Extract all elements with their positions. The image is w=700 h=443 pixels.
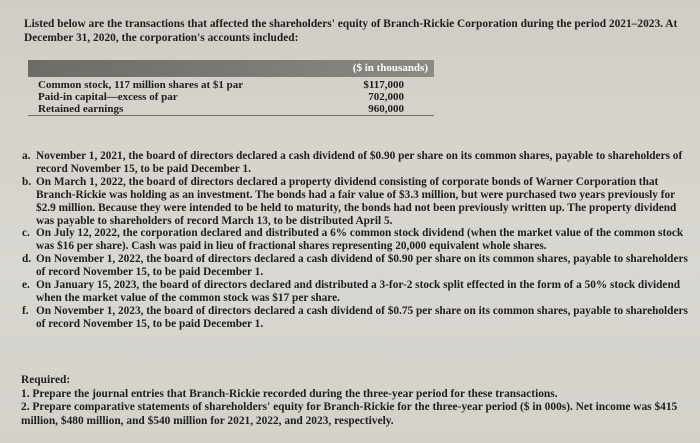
transaction-item [22,305,692,331]
account-row-common-stock [28,79,434,91]
account-name: Common stock, 117 million shares at $1 par [38,79,244,91]
account-amount: 960,000 [368,103,404,115]
account-amount: 702,000 [368,91,404,103]
required-heading: Required: [21,374,71,386]
transaction-item [22,253,692,279]
item-letter: c. [22,227,30,240]
account-row-paid-in-capital [28,91,434,103]
item-text: On July 12, 2022, the corporation declared and distributed a 6% common stock dividend (when the market value of the common stock was $16 per share). Cash was paid in lieu of fractional shares representing 20,000 equivalent whole shares. [36,227,684,253]
required-item: 1. Prepare the journal entries that Branch-Rickie recorded during the three-year period for these transactions. [21,387,558,400]
item-letter: f. [22,304,29,317]
account-amount: $117,000 [363,79,404,91]
item-text: On November 1, 2022, the board of directors declared a cash dividend of $0.90 per share on its common shares, payable to shareholders of record November 15, to be paid December 1. [36,253,688,279]
item-text: November 1, 2021, the board of directors declared a cash dividend of $0.90 per share on its common shares, payable to shareholders of record November 15, to be paid December 1. [36,150,683,175]
item-text: On March 1, 2022, the board of directors declared a property dividend consisting of corporate bonds of Warner Corporation that Branch-Rickie was holding as an investment. The bonds had a fair value of $3.3 million, but were purchased two years previously for $2.9 million. Because they were intended to be held to maturity, the bonds had not been previously written up. The property dividend was payable to shareholders of record March 13, to be distributed April 5. [36,175,677,227]
account-name: Paid-in capital—excess of par [38,91,178,103]
transaction-item [22,150,692,176]
item-text: On November 1, 2023, the board of directors declared a cash dividend of $0.75 per share on its common shares, payable to shareholders of record November 15, to be paid December 1. [36,304,688,330]
transaction-item [22,279,692,305]
account-row-retained-earnings [28,103,434,116]
accounts-table-header [28,60,434,77]
item-letter: d. [22,253,32,266]
item-letter: a. [22,150,31,162]
intro-paragraph: Listed below are the transactions that affected the shareholders' equity of Branch-Rickie Corporation during the period 2021–2023. At December 31, 2020, the corporation's accounts included: [24,18,678,44]
item-text: On January 15, 2023, the board of directors declared and distributed a 3-for-2 stock split effected in the form of a 50% stock dividend when the market value of the common stock was $17 per share. [36,279,681,304]
transaction-item [22,176,692,228]
accounts-table [28,60,434,116]
item-letter: b. [22,175,32,188]
transaction-item [22,227,692,253]
required-section [21,374,691,428]
account-name: Retained earnings [38,103,124,115]
transaction-list [22,150,692,331]
required-item: 2. Prepare comparative statements of shareholders' equity for Branch-Rickie for the three-year period ($ in 000s). Net income was $415 million, $480 million, and $540 million for 2021, 2022, and 2023, respectively. [21,401,678,427]
item-letter: e. [22,279,30,292]
unit-label: ($ in thousands) [352,62,428,74]
